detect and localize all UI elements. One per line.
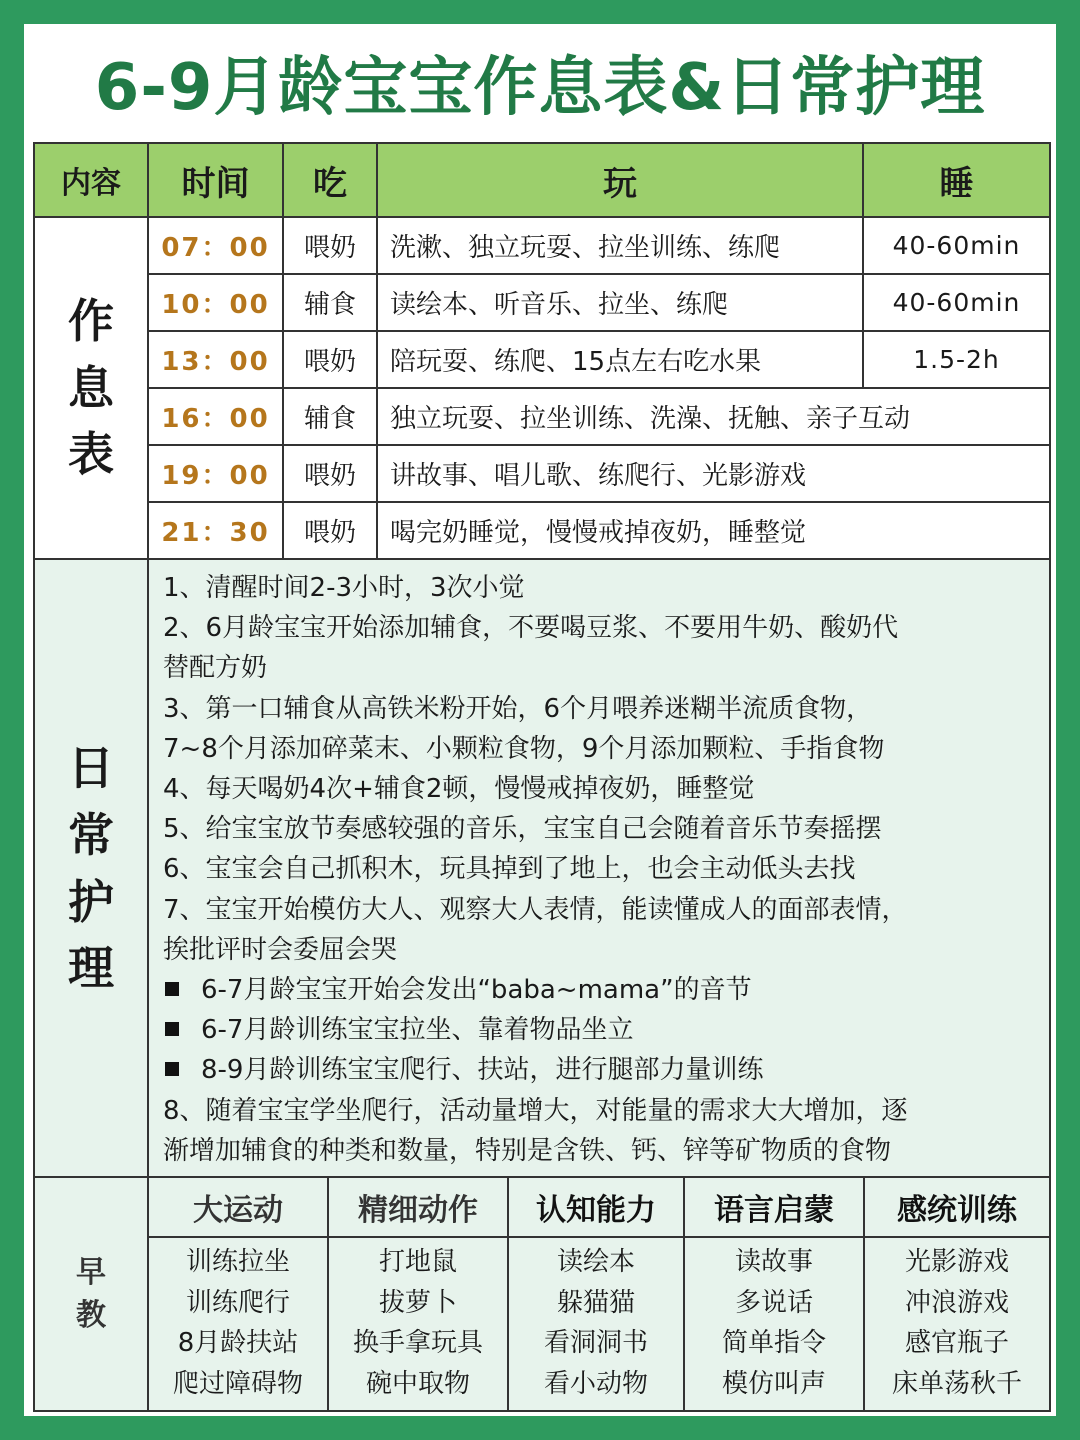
early-edu-category: 精细动作 [328,1177,508,1237]
care-row [34,559,1050,1178]
schedule-time: 10：00 [148,274,283,331]
early-edu-list: 读绘本 躲猫猫 看洞洞书 看小动物 [508,1237,684,1411]
page-title: 6-9月龄宝宝作息表&日常护理 [94,51,986,125]
care-bullet-item: 8-9月龄训练宝宝爬行、扶站，进行腿部力量训练 [163,1050,1039,1090]
early-edu-section-label: 早 教 [34,1177,148,1411]
schedule-time: 13：00 [148,331,283,388]
schedule-row [34,445,1050,502]
schedule-play: 喝完奶睡觉，慢慢戒掉夜奶，睡整觉 [377,502,1050,559]
early-edu-category: 感统训练 [864,1177,1050,1237]
early-edu-category: 语言启蒙 [684,1177,864,1237]
care-line: 8、随着宝宝学坐爬行，活动量增大，对能量的需求大大增加，逐 [163,1095,908,1126]
care-line: 7、宝宝开始模仿大人、观察大人表情，能读懂成人的面部表情， [163,894,908,925]
square-bullet-icon [165,1022,179,1036]
schedule-time: 21：30 [148,502,283,559]
early-edu-header-row [34,1177,1050,1237]
schedule-time: 07：00 [148,217,283,274]
schedule-sleep: 40-60min [863,274,1050,331]
early-edu-list: 打地鼠 拔萝卜 换手拿玩具 碗中取物 [328,1237,508,1411]
header-time: 时间 [148,143,283,217]
care-section-label: 日 常 护 理 [34,559,148,1178]
schedule-eat: 喂奶 [283,445,377,502]
schedule-eat: 辅食 [283,388,377,445]
schedule-play: 洗漱、独立玩耍、拉坐训练、练爬 [377,217,863,274]
header-eat: 吃 [283,143,377,217]
schedule-row [34,331,1050,388]
square-bullet-icon [165,1062,179,1076]
care-line: 渐增加辅食的种类和数量，特别是含铁、钙、锌等矿物质的食物 [163,1135,892,1166]
poster-sheet [24,24,1056,1416]
schedule-play: 陪玩耍、练爬、15点左右吃水果 [377,331,863,388]
schedule-section-label: 作 息 表 [34,217,148,559]
schedule-play: 读绘本、听音乐、拉坐、练爬 [377,274,863,331]
schedule-row [34,502,1050,559]
care-line: 替配方奶 [163,653,268,684]
schedule-sleep: 40-60min [863,217,1050,274]
early-edu-items-row [34,1237,1050,1411]
schedule-eat: 喂奶 [283,217,377,274]
care-line: 3、第一口辅食从高铁米粉开始，6个月喂养迷糊半流质食物， [163,693,873,724]
table-header-row [34,143,1050,217]
early-edu-category: 认知能力 [508,1177,684,1237]
early-edu-table [33,1176,1051,1412]
care-line: 5、给宝宝放节奏感较强的音乐，宝宝自己会随着音乐节奏摇摆 [163,814,882,845]
care-line: 7~8个月添加碎菜末、小颗粒食物，9个月添加颗粒、手指食物 [163,733,885,764]
schedule-eat: 喂奶 [283,502,377,559]
schedule-time: 19：00 [148,445,283,502]
schedule-eat: 喂奶 [283,331,377,388]
schedule-table [33,142,1051,1179]
care-bullet-item: 6-7月龄宝宝开始会发出“baba~mama”的音节 [163,970,1039,1010]
square-bullet-icon [165,982,179,996]
schedule-eat: 辅食 [283,274,377,331]
schedule-row [34,217,1050,274]
schedule-time: 16：00 [148,388,283,445]
schedule-row [34,388,1050,445]
care-line: 4、每天喝奶4次+辅食2顿，慢慢戒掉夜奶，睡整觉 [163,774,755,805]
care-line: 2、6月龄宝宝开始添加辅食，不要喝豆浆、不要用牛奶、酸奶代 [163,613,899,644]
care-notes [148,559,1050,1178]
header-sleep: 睡 [863,143,1050,217]
schedule-sleep: 1.5-2h [863,331,1050,388]
early-edu-list: 读故事 多说话 简单指令 模仿叫声 [684,1237,864,1411]
early-edu-list: 训练拉坐 训练爬行 8月龄扶站 爬过障碍物 [148,1237,328,1411]
care-line: 6、宝宝会自己抓积木，玩具掉到了地上，也会主动低头去找 [163,854,856,885]
early-edu-list: 光影游戏 冲浪游戏 感官瓶子 床单荡秋千 [864,1237,1050,1411]
header-content: 内容 [34,143,148,217]
schedule-row [34,274,1050,331]
schedule-play: 讲故事、唱儿歌、练爬行、光影游戏 [377,445,1050,502]
header-play: 玩 [377,143,863,217]
early-edu-category: 大运动 [148,1177,328,1237]
care-line: 1、清醒时间2-3小时，3次小觉 [163,573,525,603]
care-line: 挨批评时会委屈会哭 [163,934,398,965]
schedule-play: 独立玩耍、拉坐训练、洗澡、抚触、亲子互动 [377,388,1050,445]
care-bullet-item: 6-7月龄训练宝宝拉坐、靠着物品坐立 [163,1010,1039,1050]
